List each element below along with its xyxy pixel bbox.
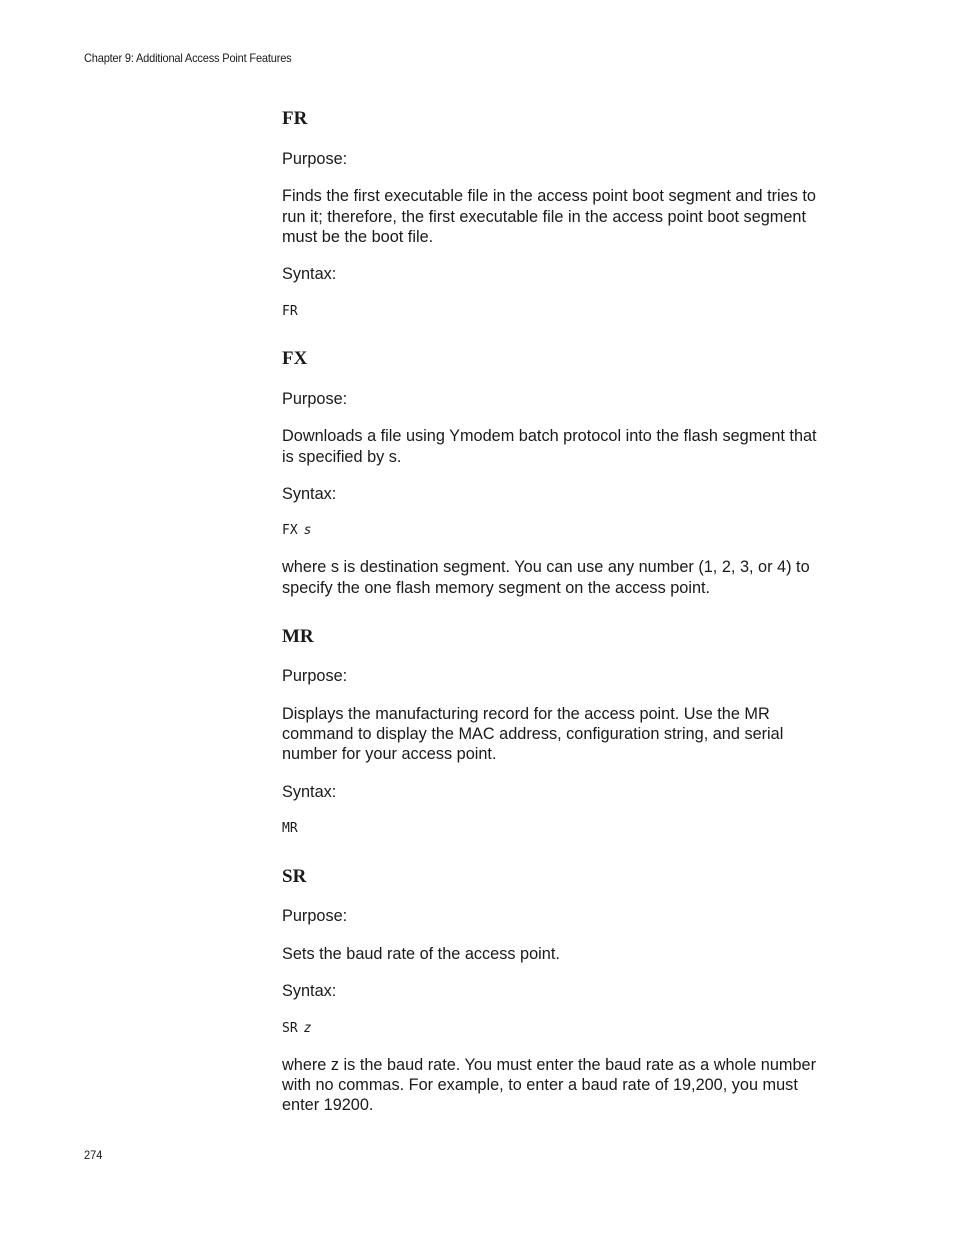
purpose-text-line: Downloads a file using Ymodem batch protocol into the flash segment that: [282, 427, 817, 445]
syntax-command-name: MR: [282, 821, 298, 836]
section-heading-fr: FR: [282, 108, 308, 129]
note-text-line: with no commas. For example, to enter a baud rate of 19,200, you must: [282, 1076, 798, 1094]
syntax-command: [282, 523, 311, 539]
syntax-label: Syntax:: [282, 265, 337, 283]
syntax-command: [282, 304, 298, 320]
section-heading-fx: FX: [282, 348, 308, 369]
running-header: Chapter 9: Additional Access Point Features: [84, 51, 292, 65]
note-text-line: where s is destination segment. You can use any number (1, 2, 3, or 4) to: [282, 558, 810, 576]
purpose-text-line: run it; therefore, the first executable file in the access point boot segment: [282, 208, 807, 226]
syntax-command-name: FR: [282, 304, 298, 319]
purpose-label: Purpose:: [282, 667, 348, 685]
purpose-label: Purpose:: [282, 150, 348, 168]
note-text-line: enter 19200.: [282, 1096, 374, 1114]
purpose-text-line: command to display the MAC address, configuration string, and serial: [282, 725, 784, 743]
purpose-text-line: is specified by s.: [282, 448, 402, 466]
purpose-text-line: Sets the baud rate of the access point.: [282, 945, 560, 963]
purpose-text-line: number for your access point.: [282, 745, 497, 763]
purpose-text-line: Finds the first executable file in the access point boot segment and tries to: [282, 187, 816, 205]
syntax-command-name: SR: [282, 1021, 298, 1036]
section-heading-mr: MR: [282, 626, 314, 647]
syntax-label: Syntax:: [282, 485, 337, 503]
syntax-label: Syntax:: [282, 783, 337, 801]
syntax-argument: z: [303, 1021, 312, 1036]
syntax-command-name: FX: [282, 523, 298, 538]
note-text-line: where z is the baud rate. You must enter the baud rate as a whole number: [282, 1056, 816, 1074]
syntax-label: Syntax:: [282, 982, 337, 1000]
section-heading-sr: SR: [282, 866, 307, 887]
purpose-text-line: must be the boot file.: [282, 228, 434, 246]
syntax-argument: s: [303, 523, 312, 538]
note-text-line: specify the one flash memory segment on the access point.: [282, 579, 711, 597]
purpose-label: Purpose:: [282, 907, 348, 925]
syntax-command: [282, 1021, 311, 1037]
syntax-command: [282, 821, 298, 837]
page-number: 274: [84, 1148, 103, 1162]
purpose-text-line: Displays the manufacturing record for the access point. Use the MR: [282, 705, 770, 723]
purpose-label: Purpose:: [282, 390, 348, 408]
